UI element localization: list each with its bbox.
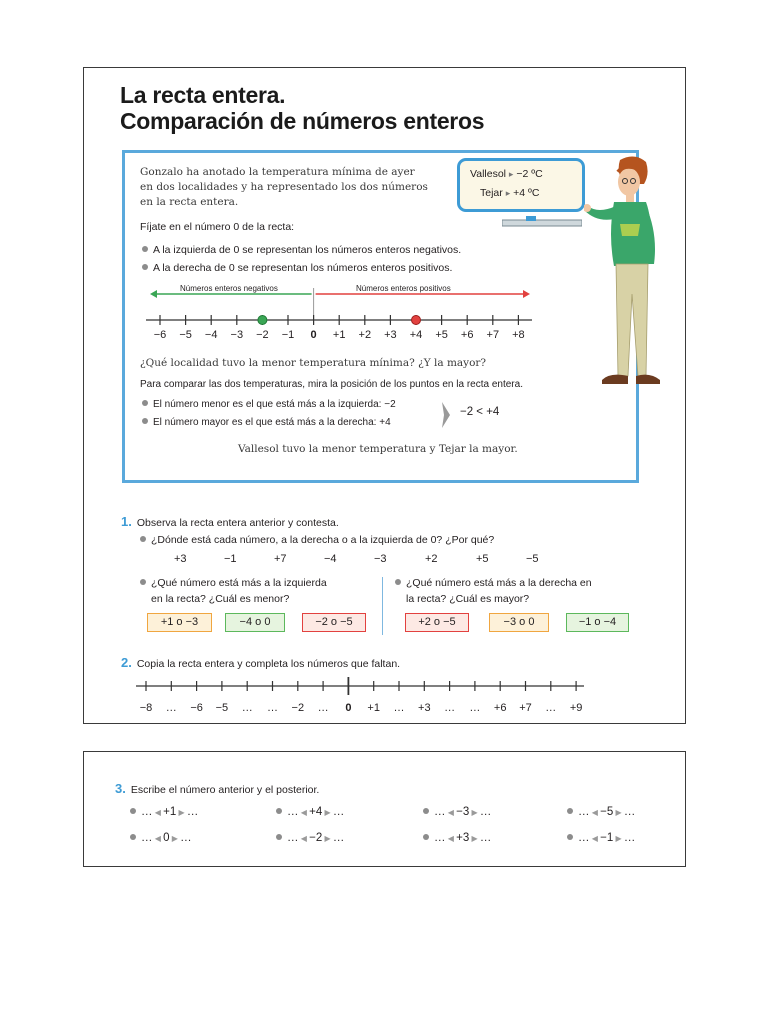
bullet-dot: [130, 808, 136, 814]
bullet-negative-text: A la izquierda de 0 se representan los números enteros negativos.: [153, 244, 462, 256]
tick-label: …: [165, 702, 177, 714]
tick-label: +1: [367, 702, 380, 714]
tick-label: …: [545, 702, 557, 714]
answer-blank[interactable]: …: [479, 806, 492, 818]
tri-left-icon: ◀: [298, 834, 310, 843]
bullet-negative: [142, 244, 461, 256]
conclusion-text: Vallesol tuvo la menor temperatura y Tejar la mayor.: [238, 443, 518, 455]
tick-label: 0: [345, 702, 352, 714]
tick-label: −1: [281, 329, 295, 338]
option-box[interactable]: −1 o −4: [566, 613, 629, 632]
given-number: −2: [309, 832, 323, 844]
bullet-dot: [142, 400, 148, 406]
negatives-label: Números enteros negativos: [180, 284, 278, 293]
page-title: [120, 82, 484, 134]
ex1-number-item: +3: [174, 553, 187, 565]
tick-label: +8: [512, 329, 525, 338]
tri-right-icon: ▶: [613, 808, 624, 817]
title-line-2: Comparación de números enteros: [120, 108, 485, 134]
ex1-number-item: −3: [374, 553, 387, 565]
tick-label: +4: [409, 329, 423, 338]
tick-label: +3: [418, 702, 431, 714]
ex1-number-item: +5: [476, 553, 489, 565]
tri-right-icon: ▶: [469, 834, 480, 843]
bullet-dot: [140, 536, 146, 542]
intro-line-3: en la recta entera.: [140, 196, 239, 208]
bullet-dot: [130, 834, 136, 840]
incomplete-number-line: [134, 676, 594, 716]
tri-right-icon: ▶: [322, 834, 333, 843]
ex3-item: [423, 832, 491, 844]
answer-blank[interactable]: …: [141, 832, 153, 844]
exercise-title: Copia la recta entera y completa los números que faltan.: [136, 658, 401, 670]
given-number: −1: [600, 832, 614, 844]
column-divider: [382, 577, 383, 635]
ex1-right-question: [395, 577, 592, 589]
tick-label: −5: [179, 329, 192, 338]
tick-label: +3: [384, 329, 397, 338]
intro-line-1: Gonzalo ha anotado la temperatura mínima de ayer: [140, 166, 415, 178]
bullet-dot: [276, 808, 282, 814]
bullet-dot: [140, 579, 146, 585]
exercise-2-heading: [121, 655, 400, 670]
tick-label: −2: [291, 702, 305, 714]
answer-blank[interactable]: …: [186, 806, 199, 818]
tri-right-icon: ▶: [613, 834, 624, 843]
option-box[interactable]: −4 o 0: [225, 613, 285, 632]
arrow-icon: ▸: [505, 188, 511, 198]
ex3-item: [130, 832, 192, 844]
arrow-head-left-icon: [150, 290, 157, 298]
answer-blank[interactable]: …: [578, 806, 590, 818]
tick-label: +6: [460, 329, 474, 338]
tri-right-icon: ▶: [469, 808, 480, 817]
bullet-menor-text: El número menor es el que está más a la izquierda: −2: [153, 399, 396, 410]
bullet-dot: [142, 418, 148, 424]
arrow-icon: ▸: [508, 169, 514, 179]
given-number: +1: [163, 806, 177, 818]
tick-label: −2: [256, 329, 269, 338]
option-box[interactable]: +1 o −3: [147, 613, 212, 632]
number-line-2-graphic: [136, 677, 584, 714]
tri-left-icon: ◀: [589, 834, 601, 843]
left-question-line-1: ¿Qué número está más a la izquierda: [151, 577, 327, 589]
bullet-dot: [142, 264, 148, 270]
tick-label: +6: [493, 702, 507, 714]
place-name: Vallesol: [470, 168, 506, 180]
place-name: Tejar: [480, 187, 503, 199]
title-line-1: La recta entera.: [120, 82, 286, 108]
whiteboard-stand: [502, 216, 582, 230]
brace-arrow-icon: [442, 402, 450, 428]
tick-label: +9: [569, 702, 583, 714]
answer-blank[interactable]: …: [287, 806, 299, 818]
ex1-question-1-text: ¿Dónde está cada número, a la derecha o a la izquierda de 0? ¿Por qué?: [151, 534, 495, 546]
answer-blank[interactable]: …: [578, 832, 590, 844]
tri-left-icon: ◀: [152, 834, 164, 843]
bullet-dot: [567, 834, 573, 840]
answer-blank[interactable]: …: [623, 832, 636, 844]
answer-blank[interactable]: …: [479, 832, 492, 844]
ex1-number-item: +2: [425, 553, 438, 565]
question-text: ¿Qué localidad tuvo la menor temperatura mínima? ¿Y la mayor?: [140, 357, 487, 369]
ex3-item: [130, 806, 198, 818]
ex1-number-item: −5: [526, 553, 539, 565]
number-line-graphic: [146, 288, 532, 338]
given-number: −5: [600, 806, 614, 818]
exercise-number: 2.: [121, 655, 132, 670]
green-point-marker: [258, 316, 267, 325]
option-box[interactable]: +2 o −5: [405, 613, 469, 632]
temperature-value: +4 ºC: [513, 187, 540, 199]
compare-paragraph: Para comparar las dos temperaturas, mira la posición de los puntos en la recta entera.: [140, 379, 523, 390]
tick-label: …: [317, 702, 329, 714]
tick-label: …: [444, 702, 456, 714]
tick-label: +5: [435, 329, 448, 338]
exercise-number: 1.: [121, 514, 132, 529]
comparison-result: −2 < +4: [460, 406, 500, 418]
textbook-page: [83, 67, 686, 724]
teacher-illustration: [584, 154, 664, 390]
option-box[interactable]: −2 o −5: [302, 613, 366, 632]
bullet-dot: [276, 834, 282, 840]
answer-blank[interactable]: …: [434, 806, 446, 818]
exercise-title: Observa la recta entera anterior y contesta.: [136, 517, 339, 529]
right-question-line-1: ¿Qué número está más a la derecha en: [406, 577, 592, 589]
answer-blank[interactable]: …: [434, 832, 446, 844]
tick-label: 0: [310, 329, 317, 338]
intro-line-2: en dos localidades y ha representado los dos números: [140, 181, 428, 193]
whiteboard: [457, 158, 585, 212]
right-question-line-2: la recta? ¿Cuál es mayor?: [406, 593, 530, 605]
answer-blank[interactable]: …: [332, 832, 345, 844]
answer-blank[interactable]: …: [141, 806, 153, 818]
answer-blank[interactable]: …: [180, 832, 192, 844]
bullet-mayor: [142, 417, 391, 428]
textbook-page-2: [83, 751, 686, 867]
exercise-number: 3.: [115, 781, 126, 796]
tri-right-icon: ▶: [176, 808, 187, 817]
ex3-item: [567, 806, 635, 818]
bullet-dot: [567, 808, 573, 814]
bullet-dot: [423, 808, 429, 814]
tri-left-icon: ◀: [445, 834, 457, 843]
ex1-left-question: [140, 577, 327, 589]
ex1-number-item: −1: [224, 553, 237, 565]
tri-left-icon: ◀: [445, 808, 457, 817]
tri-right-icon: ▶: [169, 834, 181, 843]
tick-label: −8: [139, 702, 153, 714]
tick-label: −6: [153, 329, 167, 338]
given-number: −3: [456, 806, 470, 818]
tick-label: −3: [230, 329, 244, 338]
bullet-dot: [142, 246, 148, 252]
tri-left-icon: ◀: [298, 808, 310, 817]
tick-label: +1: [332, 329, 346, 338]
answer-blank[interactable]: …: [623, 806, 636, 818]
tick-label: +7: [519, 702, 532, 714]
bullet-positive-text: A la derecha de 0 se representan los números enteros positivos.: [153, 262, 453, 274]
tick-label: …: [469, 702, 481, 714]
bullet-dot: [395, 579, 401, 585]
bullet-menor: [142, 399, 396, 410]
tick-label: −6: [190, 702, 203, 714]
fijate-text: Fíjate en el número 0 de la recta:: [140, 221, 295, 233]
bullet-dot: [423, 834, 429, 840]
tick-label: …: [393, 702, 405, 714]
answer-blank[interactable]: …: [332, 806, 345, 818]
given-number: +4: [309, 806, 323, 818]
bullet-positive: [142, 262, 452, 274]
answer-blank[interactable]: …: [287, 832, 299, 844]
temperature-value: −2 ºC: [516, 168, 543, 180]
exercise-1-heading: [121, 514, 339, 529]
tick-label: …: [241, 702, 253, 714]
ex3-item: [567, 832, 635, 844]
left-question-line-2: en la recta? ¿Cuál es menor?: [151, 593, 290, 605]
ex1-number-item: +7: [274, 553, 287, 565]
exercise-3-heading: [115, 781, 319, 796]
ex3-item: [276, 806, 344, 818]
ex1-question-1: [140, 534, 494, 546]
tick-label: −4: [204, 329, 218, 338]
tick-label: −5: [215, 702, 229, 714]
whiteboard-row-vallesol: [470, 168, 543, 180]
tri-right-icon: ▶: [322, 808, 333, 817]
bullet-mayor-text: El número mayor es el que está más a la derecha: +4: [153, 417, 391, 428]
tick-label: +2: [358, 329, 372, 338]
tri-left-icon: ◀: [152, 808, 164, 817]
arrow-head-right-icon: [523, 290, 530, 298]
ex3-item: [276, 832, 344, 844]
positives-label: Números enteros positivos: [356, 284, 451, 293]
tick-label: …: [267, 702, 278, 714]
tri-left-icon: ◀: [589, 808, 601, 817]
whiteboard-row-tejar: [480, 187, 539, 199]
red-point-marker: [412, 316, 421, 325]
tick-label: +7: [486, 329, 500, 338]
option-box[interactable]: −3 o 0: [489, 613, 549, 632]
exercise-title: Escribe el número anterior y el posterior.: [130, 784, 320, 796]
ex3-item: [423, 806, 491, 818]
given-number: 0: [163, 832, 170, 844]
given-number: +3: [456, 832, 470, 844]
ex1-number-item: −4: [324, 553, 337, 565]
